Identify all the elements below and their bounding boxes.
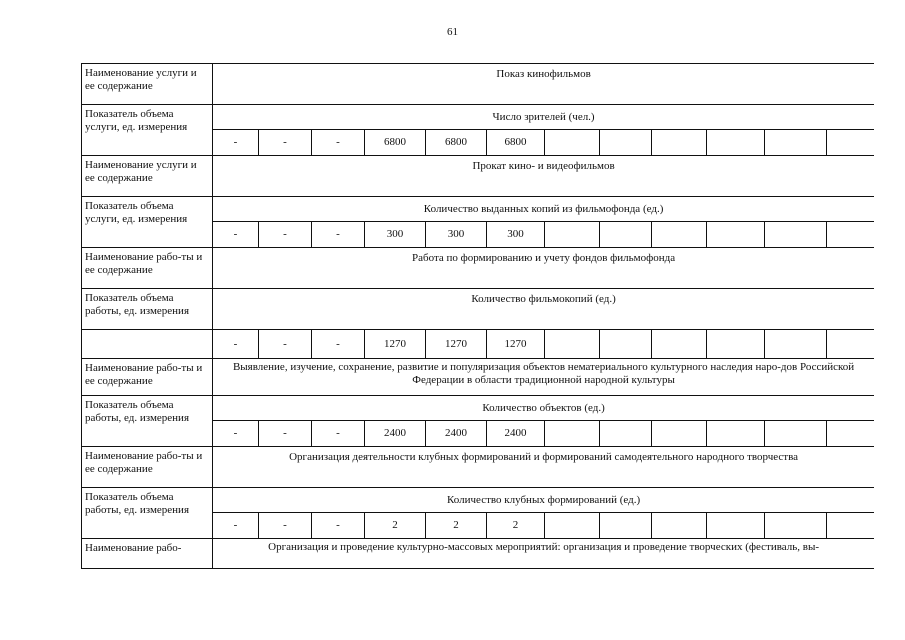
value-cell (707, 222, 765, 248)
work-name-value: Организация и проведение культурно-массовых мероприятий: организация и проведение творческих (фестиваль, вы- (213, 539, 875, 569)
value-cell: - (312, 421, 365, 447)
value-cell: - (312, 513, 365, 539)
section-5-measure-row (82, 488, 875, 513)
service-name-value: Показ кинофильмов (213, 64, 875, 105)
measure-label: Показатель объема работы, ед. измерения (82, 289, 213, 330)
value-cell: 1270 (487, 330, 545, 359)
value-cell: - (213, 130, 259, 156)
value-cell: 2400 (365, 421, 426, 447)
value-cell: 2400 (426, 421, 487, 447)
value-cell (765, 330, 827, 359)
value-cell (600, 222, 652, 248)
value-cell: 2 (426, 513, 487, 539)
value-cell (545, 130, 600, 156)
value-cell: 300 (487, 222, 545, 248)
value-cell (545, 222, 600, 248)
value-cell (707, 330, 765, 359)
value-cell: - (312, 222, 365, 248)
work-name-label: Наименование рабо-ты и ее содержание (82, 248, 213, 289)
value-cell: - (213, 222, 259, 248)
measure-value: Количество клубных формирований (ед.) (213, 488, 875, 513)
service-name-label: Наименование услуги и ее содержание (82, 156, 213, 197)
value-cell (827, 421, 875, 447)
value-cell (600, 130, 652, 156)
value-cell (827, 222, 875, 248)
value-cell: - (213, 513, 259, 539)
value-cell: 6800 (487, 130, 545, 156)
value-cell (600, 421, 652, 447)
value-cell: 6800 (426, 130, 487, 156)
value-cell: 1270 (426, 330, 487, 359)
value-cell: 300 (426, 222, 487, 248)
work-name-label: Наименование рабо-ты и ее содержание (82, 447, 213, 488)
value-cell (545, 513, 600, 539)
value-cell: - (312, 330, 365, 359)
measure-label: Показатель объема работы, ед. измерения (82, 488, 213, 539)
section-1-name-row (82, 64, 875, 105)
value-cell (707, 130, 765, 156)
value-cell (600, 330, 652, 359)
work-name-value: Организация деятельности клубных формирований и формирований самодеятельного народного творчества (213, 447, 875, 488)
value-cell: - (259, 513, 312, 539)
services-table (81, 63, 874, 569)
work-name-label: Наименование рабо-ты и ее содержание (82, 359, 213, 396)
section-1-measure-row (82, 105, 875, 130)
value-cell: 2 (365, 513, 426, 539)
measure-value: Количество объектов (ед.) (213, 396, 875, 421)
work-name-value: Выявление, изучение, сохранение, развитие и популяризация объектов нематериального культурного наследия наро-дов Российской Федерации в области традиционной народной культуры (213, 359, 875, 396)
measure-value: Количество выданных копий из фильмофонда (ед.) (213, 197, 875, 222)
value-cell: 2 (487, 513, 545, 539)
value-cell (765, 130, 827, 156)
value-cell: - (259, 222, 312, 248)
measure-label: Показатель объема работы, ед. измерения (82, 396, 213, 447)
section-2-measure-row (82, 197, 875, 222)
value-cell: - (259, 130, 312, 156)
value-cell (545, 330, 600, 359)
value-cell (652, 421, 707, 447)
value-cell: - (312, 130, 365, 156)
service-name-value: Прокат кино- и видеофильмов (213, 156, 875, 197)
measure-label: Показатель объема услуги, ед. измерения (82, 105, 213, 156)
value-cell: 2400 (487, 421, 545, 447)
services-table-frame (81, 63, 874, 576)
section-5-name-row (82, 447, 875, 488)
value-cell (600, 513, 652, 539)
section-2-name-row (82, 156, 875, 197)
section-4-name-row (82, 359, 875, 396)
value-cell (707, 513, 765, 539)
value-cell (652, 513, 707, 539)
service-name-label: Наименование услуги и ее содержание (82, 64, 213, 105)
value-cell: - (213, 330, 259, 359)
section-4-measure-row (82, 396, 875, 421)
value-cell: 6800 (365, 130, 426, 156)
value-cell (652, 330, 707, 359)
measure-label: Показатель объема услуги, ед. измерения (82, 197, 213, 248)
value-cell (652, 130, 707, 156)
value-cell: - (213, 421, 259, 447)
value-cell (765, 222, 827, 248)
value-cell: - (259, 421, 312, 447)
value-cell (827, 130, 875, 156)
work-name-label: Наименование рабо- (82, 539, 213, 569)
empty-label-cell (82, 330, 213, 359)
measure-value: Число зрителей (чел.) (213, 105, 875, 130)
value-cell: 300 (365, 222, 426, 248)
value-cell (765, 421, 827, 447)
value-cell: 1270 (365, 330, 426, 359)
value-cell (707, 421, 765, 447)
value-cell (652, 222, 707, 248)
measure-value: Количество фильмокопий (ед.) (213, 289, 875, 330)
section-3-measure-row (82, 289, 875, 330)
value-cell: - (259, 330, 312, 359)
value-cell (827, 330, 875, 359)
value-cell (545, 421, 600, 447)
value-cell (827, 513, 875, 539)
page-number: 61 (447, 26, 458, 38)
section-3-values-row (82, 330, 875, 359)
value-cell (765, 513, 827, 539)
section-3-name-row (82, 248, 875, 289)
section-6-name-row (82, 539, 875, 569)
work-name-value: Работа по формированию и учету фондов фильмофонда (213, 248, 875, 289)
